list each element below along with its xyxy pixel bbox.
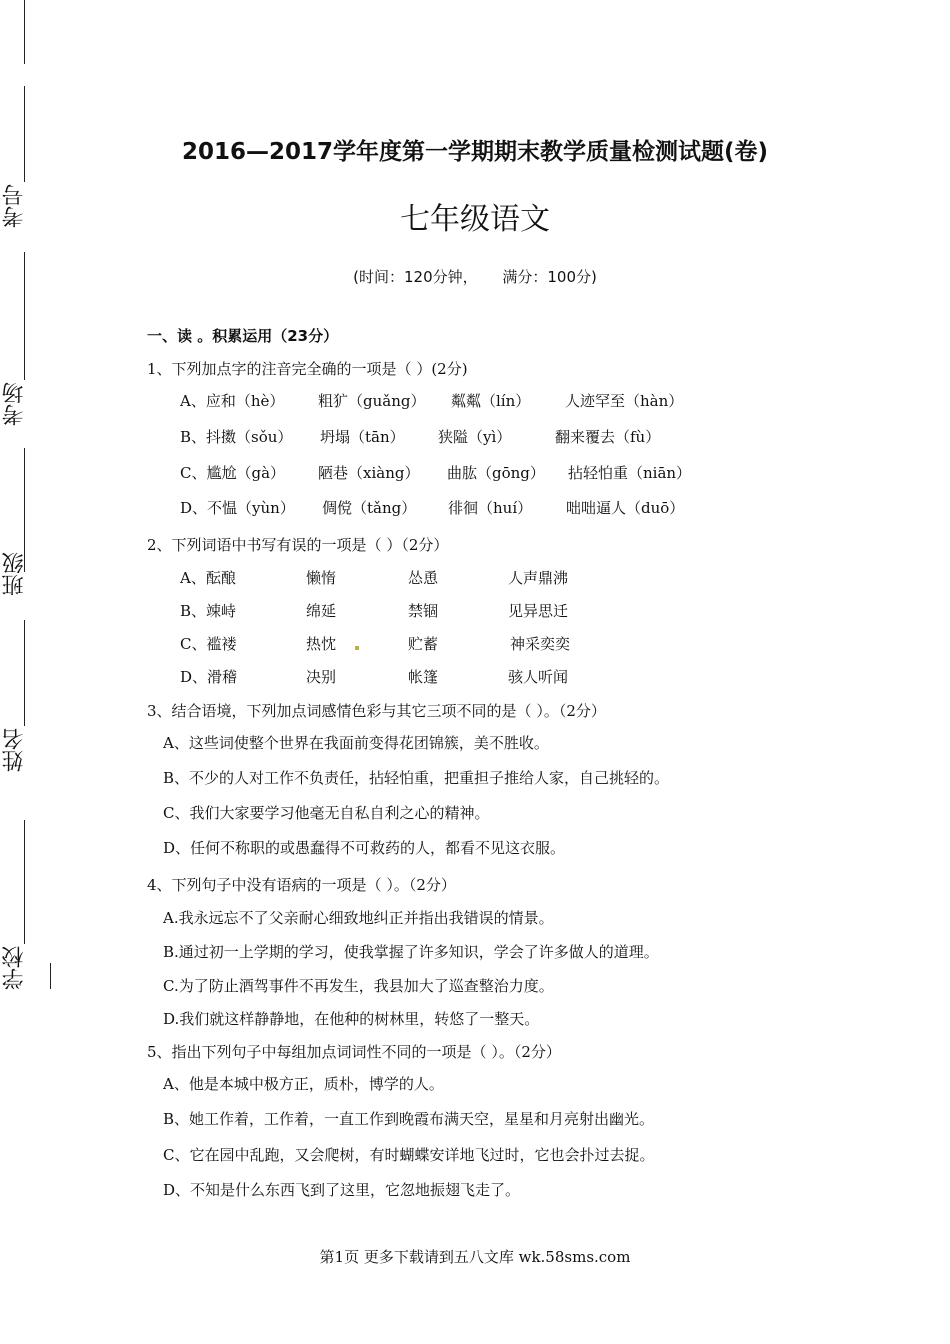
q2-option-d-2: 决别: [306, 668, 337, 686]
page-footer: 第1页 更多下载请到五八文库 wk.58sms.com: [319, 1248, 631, 1266]
q1-option-b-3: 狭隘（yì）: [438, 428, 512, 446]
binding-label-class: 班级: [2, 552, 27, 596]
question-4-stem: 4、下列句子中没有语病的一项是（ ）。（2分）: [147, 876, 456, 894]
q1-option-c-4: 拈轻怕重（niān）: [568, 464, 692, 482]
question-1-stem: 1、下列加点字的注音完全确的一项是（ ）(2分): [147, 360, 468, 378]
question-5-stem: 5、指出下列句子中每组加点词词性不同的一项是（ ）。（2分）: [147, 1043, 561, 1061]
binding-tick: [50, 963, 51, 989]
q4-option-b: B.通过初一上学期的学习，使我掌握了许多知识，学会了许多做人的道理。: [163, 943, 659, 961]
q2-option-c-2: 热忱: [306, 635, 337, 653]
q1-option-a-4: 人迹罕至（hàn）: [565, 392, 684, 410]
binding-label-school: 学校: [2, 946, 27, 990]
exam-title: 2016—2017学年度第一学期期末教学质量检测试题(卷): [181, 139, 769, 165]
q2-option-d-4: 骇人听闻: [508, 668, 569, 686]
q4-option-a: A.我永远忘不了父亲耐心细致地纠正并指出我错误的情景。: [163, 909, 554, 927]
q2-option-a-1: A、酝酿: [180, 569, 236, 587]
stray-mark: [355, 646, 359, 650]
q5-option-d: D、不知是什么东西飞到了这里，它忽地振翅飞走了。: [163, 1181, 521, 1199]
q2-option-b-2: 绵延: [306, 602, 337, 620]
binding-label-exam-number: 考号: [2, 184, 27, 228]
exam-score: 满分：100分): [502, 268, 597, 286]
q2-option-b-4: 见异思迁: [508, 602, 569, 620]
q2-option-c-3: 贮蓄: [408, 635, 439, 653]
q1-option-a-1: A、应和（hè）: [180, 392, 285, 410]
q4-option-c: C.为了防止酒驾事件不再发生，我县加大了巡查整治力度。: [163, 977, 554, 995]
exam-time: (时间：120分钟，: [353, 268, 478, 286]
q3-option-a: A、这些词使整个世界在我面前变得花团锦簇，美不胜收。: [163, 734, 549, 752]
q2-option-c-4: 神采奕奕: [510, 635, 571, 653]
q5-option-b: B、她工作着，工作着，一直工作到晚霞布满天空，星星和月亮射出幽光。: [163, 1110, 655, 1128]
q2-option-a-3: 怂恿: [408, 569, 439, 587]
q1-option-b-4: 翻来覆去（fù）: [555, 428, 661, 446]
q1-option-a-3: 粼粼（lín）: [451, 392, 531, 410]
binding-line: [24, 0, 25, 64]
q1-option-d-2: 倜傥（tǎng）: [322, 499, 417, 517]
q2-option-b-3: 禁锢: [408, 602, 439, 620]
q2-option-a-2: 懒惰: [306, 569, 337, 587]
q1-option-d-1: D、不愠（yùn）: [180, 499, 295, 517]
binding-label-exam-room: 考场: [2, 382, 27, 426]
q5-option-c: C、它在园中乱跑，又会爬树，有时蝴蝶安详地飞过时，它也会扑过去捉。: [163, 1146, 655, 1164]
q2-option-d-3: 帐篷: [408, 668, 439, 686]
q1-option-d-4: 咄咄逼人（duō）: [566, 499, 685, 517]
binding-line: [24, 620, 25, 726]
q4-option-d: D.我们就这样静静地，在他种的树林里，转悠了一整天。: [163, 1010, 540, 1028]
q1-option-a-2: 粗犷（guǎng）: [318, 392, 426, 410]
q3-option-b: B、不少的人对工作不负责任，拈轻怕重，把重担子推给人家，自己挑轻的。: [163, 769, 670, 787]
q5-option-a: A、他是本城中极方正，质朴，博学的人。: [163, 1075, 444, 1093]
binding-label-name: 姓名: [2, 728, 27, 772]
question-2-stem: 2、下列词语中书写有误的一项是（ ）（2分）: [147, 536, 449, 554]
q2-option-b-1: B、竦峙: [180, 602, 237, 620]
q2-option-c-1: C、褴褛: [180, 635, 237, 653]
q1-option-c-1: C、尴尬（gà）: [180, 464, 286, 482]
question-3-stem: 3、结合语境，下列加点词感情色彩与其它三项不同的是（ ）。（2分）: [147, 702, 606, 720]
exam-time-info: [0, 266, 950, 287]
q1-option-c-3: 曲肱（gōng）: [447, 464, 545, 482]
binding-line: [24, 820, 25, 944]
q1-option-d-3: 徘徊（huí）: [448, 499, 533, 517]
q2-option-a-4: 人声鼎沸: [508, 569, 569, 587]
q1-option-c-2: 陋巷（xiàng）: [318, 464, 420, 482]
q3-option-d: D、任何不称职的或愚蠢得不可救药的人，都看不见这衣服。: [163, 839, 566, 857]
q1-option-b-2: 坍塌（tān）: [320, 428, 405, 446]
section-title: 一、读 。积累运用（23分）: [147, 327, 339, 345]
exam-subtitle: 七年级语文: [400, 202, 550, 237]
q2-option-d-1: D、滑稽: [180, 668, 238, 686]
q1-option-b-1: B、抖擞（sǒu）: [180, 428, 293, 446]
q3-option-c: C、我们大家要学习他毫无自私自利之心的精神。: [163, 804, 490, 822]
